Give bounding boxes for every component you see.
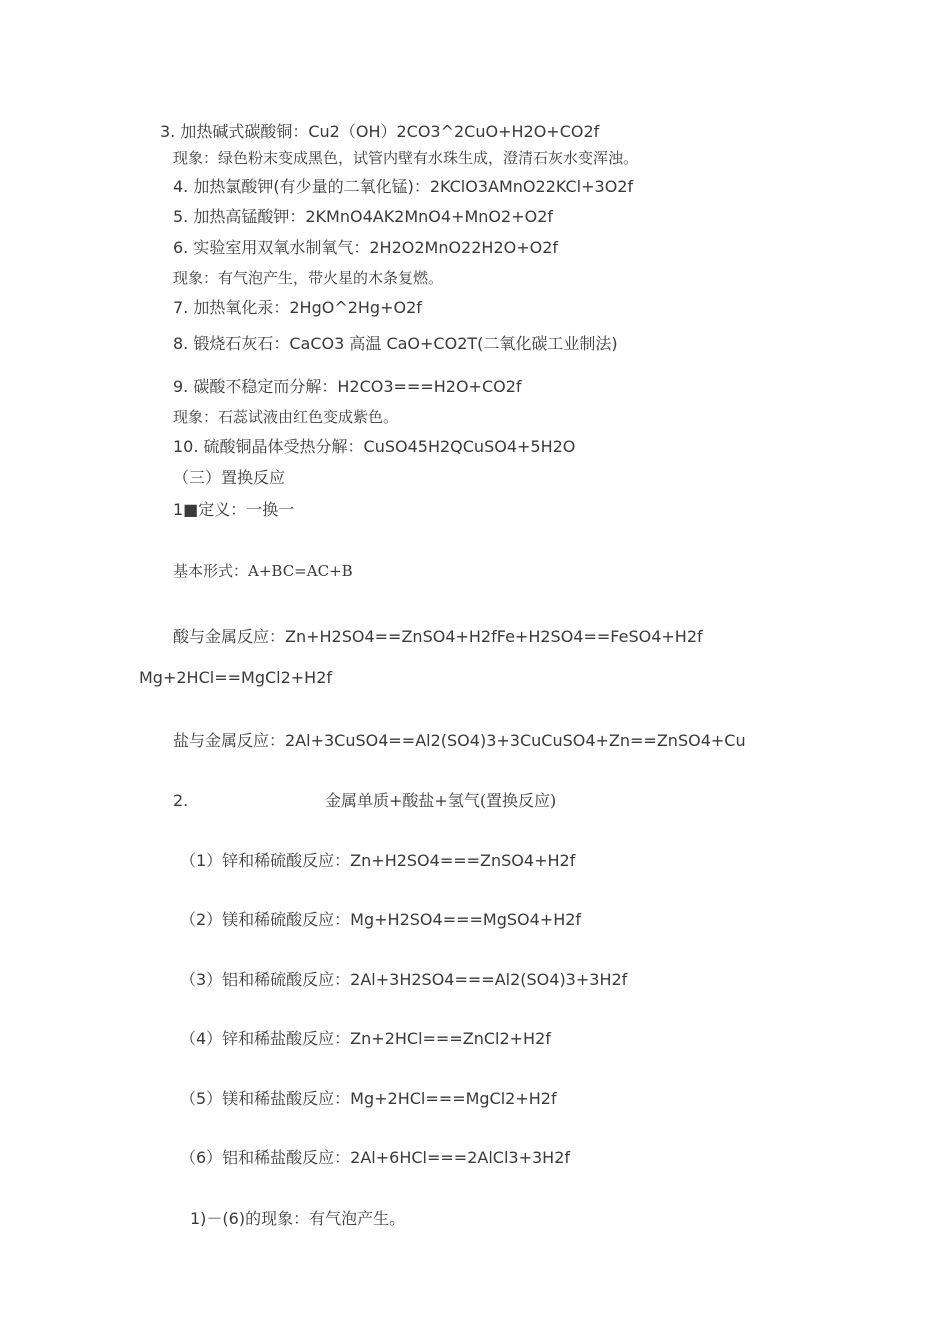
acid-metal-line: 酸与金属反应：Zn+H2SO4==ZnSO4+H2fFe+H2SO4==FeSO4+H2f xyxy=(173,627,703,646)
item-title: 金属单质+酸盐+氢气(置换反应) xyxy=(325,791,557,810)
phenomenon-line: 现象：绿色粉末变成黑色，试管内壁有水珠生成，澄清石灰水变浑浊。 xyxy=(173,149,639,167)
item-number: 2. xyxy=(173,791,189,810)
phenomenon-line: 现象：有气泡产生，带火星的木条复燃。 xyxy=(173,269,444,287)
section-heading: （三）置换反应 xyxy=(173,468,286,487)
reaction-item: （3）铝和稀硫酸反应：2Al+3H2SO4===Al2(SO4)3+3H2f xyxy=(180,970,628,989)
reaction-item: （1）锌和稀硫酸反应：Zn+H2SO4===ZnSO4+H2f xyxy=(180,851,576,870)
reaction-line-5: 5. 加热高锰酸钾：2KMnO4AK2MnO4+MnO2+O2f xyxy=(173,207,554,226)
reaction-line-6: 6. 实验室用双氧水制氧气：2H2O2MnO22H2O+O2f xyxy=(173,238,559,257)
phenomenon-line: 现象：石蕊试液由红色变成紫色。 xyxy=(173,408,399,426)
reaction-line-3: 3. 加热碱式碳酸铜：Cu2（OH）2CO3^2CuO+H2O+CO2f xyxy=(160,122,600,141)
basic-form-line: 基本形式：A+BC=AC+B xyxy=(173,562,353,580)
reaction-item: （4）锌和稀盐酸反应：Zn+2HCl===ZnCl2+H2f xyxy=(180,1029,551,1048)
reaction-line-9: 9. 碳酸不稳定而分解：H2CO3===H2O+CO2f xyxy=(173,377,522,396)
reaction-line-8: 8. 锻烧石灰石：CaCO3 高温 CaO+CO2T(二氧化碳工业制法) xyxy=(173,334,618,353)
definition-line: 1■定义：一换一 xyxy=(173,500,295,519)
reaction-item: （6）铝和稀盐酸反应：2Al+6HCl===2AlCl3+3H2f xyxy=(180,1148,571,1167)
reaction-line-10: 10. 硫酸铜晶体受热分解：CuSO45H2QCuSO4+5H2O xyxy=(173,437,576,456)
reaction-line-4: 4. 加热氯酸钾(有少量的二氧化锰)：2KClO3AMnO22KCl+3O2f xyxy=(173,177,634,196)
reaction-item: （2）镁和稀硫酸反应：Mg+H2SO4===MgSO4+H2f xyxy=(180,910,582,929)
acid-metal-continued: Mg+2HCl==MgCl2+H2f xyxy=(139,668,333,687)
reaction-line-7: 7. 加热氧化汞：2HgO^2Hg+O2f xyxy=(173,298,422,317)
reaction-item: （5）镁和稀盐酸反应：Mg+2HCl===MgCl2+H2f xyxy=(180,1089,557,1108)
phenomenon-summary: 1)－(6)的现象：有气泡产生。 xyxy=(190,1209,406,1228)
salt-metal-line: 盐与金属反应：2Al+3CuSO4==Al2(SO4)3+3CuCuSO4+Zn==ZnSO4+Cu xyxy=(173,731,746,750)
